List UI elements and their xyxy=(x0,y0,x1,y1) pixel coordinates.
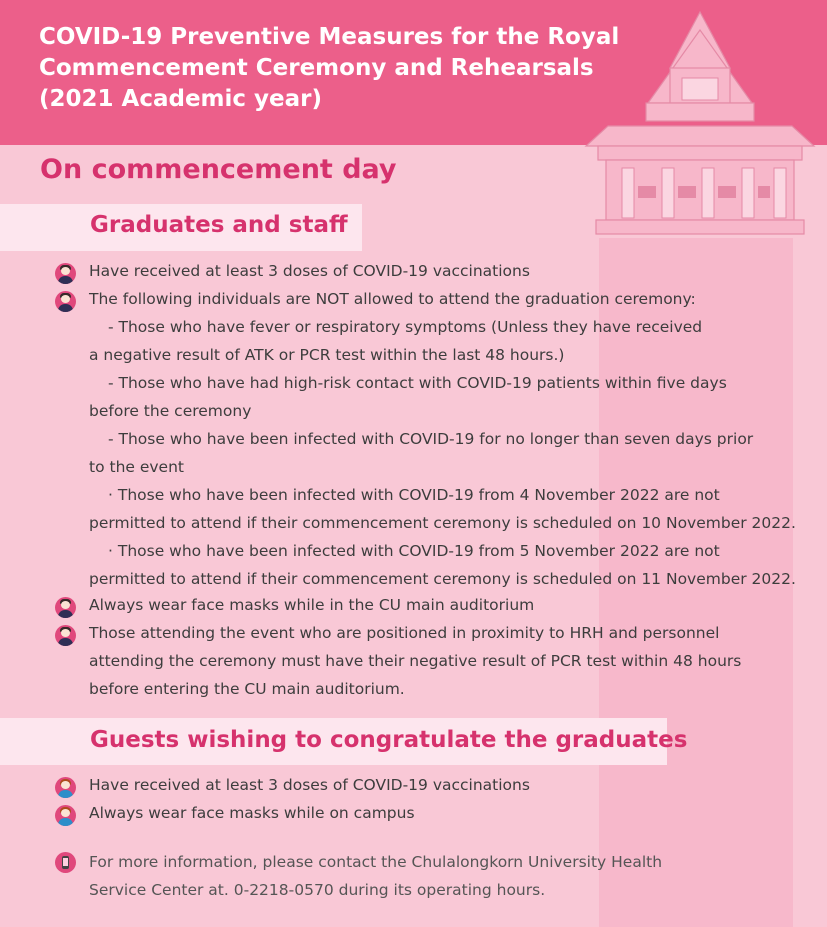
guest-icon xyxy=(55,805,76,826)
contact-line-2: Service Center at. 0-2218-0570 during its operating hours. xyxy=(89,881,546,899)
sub-item-2-line-2: permitted to attend if their commencement ceremony is scheduled on 11 November 2022. xyxy=(89,570,796,588)
guest-icon xyxy=(55,777,76,798)
graduate-icon xyxy=(55,625,76,646)
graduates-bullet-4-line-3: before entering the CU main auditorium. xyxy=(89,680,405,698)
phone-icon xyxy=(55,852,76,873)
title-line-1: COVID-19 Preventive Measures for the Royal xyxy=(39,24,620,50)
graduates-bullet-4-line-2: attending the ceremony must have their negative result of PCR test within 48 hours xyxy=(89,652,742,670)
section-title: On commencement day xyxy=(40,154,397,185)
item-3-line-2: to the event xyxy=(89,458,184,476)
graduates-bullet-3: Always wear face masks while in the CU main auditorium xyxy=(89,596,535,614)
item-1-line-2: a negative result of ATK or PCR test within the last 48 hours.) xyxy=(89,346,565,364)
guests-bullet-1: Have received at least 3 doses of COVID-19 vaccinations xyxy=(89,776,530,794)
graduates-bullet-1: Have received at least 3 doses of COVID-19 vaccinations xyxy=(89,262,530,280)
sub-item-1-line-2: permitted to attend if their commencement ceremony is scheduled on 10 November 2022. xyxy=(89,514,796,532)
graduates-heading: Graduates and staff xyxy=(90,212,348,238)
graduate-icon xyxy=(55,291,76,312)
sub-item-2-line-1: · Those who have been infected with COVID-19 from 5 November 2022 are not xyxy=(108,542,720,560)
item-3-line-1: - Those who have been infected with COVID-19 for no longer than seven days prior xyxy=(108,430,754,448)
item-1-line-1: - Those who have fever or respiratory symptoms (Unless they have received xyxy=(108,318,703,336)
graduate-icon xyxy=(55,263,76,284)
item-2-line-1: - Those who have had high-risk contact with COVID-19 patients within five days xyxy=(108,374,727,392)
graduates-bullet-2: The following individuals are NOT allowed to attend the graduation ceremony: xyxy=(89,290,696,308)
sub-item-1-line-1: · Those who have been infected with COVID-19 from 4 November 2022 are not xyxy=(108,486,720,504)
building-illustration-icon xyxy=(578,8,823,240)
contact-line-1: For more information, please contact the Chulalongkorn University Health xyxy=(89,853,663,871)
page-title xyxy=(39,22,620,115)
guests-heading: Guests wishing to congratulate the graduates xyxy=(90,727,688,753)
title-line-2: Commencement Ceremony and Rehearsals xyxy=(39,55,594,81)
guests-bullet-2: Always wear face masks while on campus xyxy=(89,804,415,822)
title-line-3: (2021 Academic year) xyxy=(39,86,323,112)
item-2-line-2: before the ceremony xyxy=(89,402,252,420)
graduate-icon xyxy=(55,597,76,618)
graduates-bullet-4-line-1: Those attending the event who are positioned in proximity to HRH and personnel xyxy=(89,624,720,642)
